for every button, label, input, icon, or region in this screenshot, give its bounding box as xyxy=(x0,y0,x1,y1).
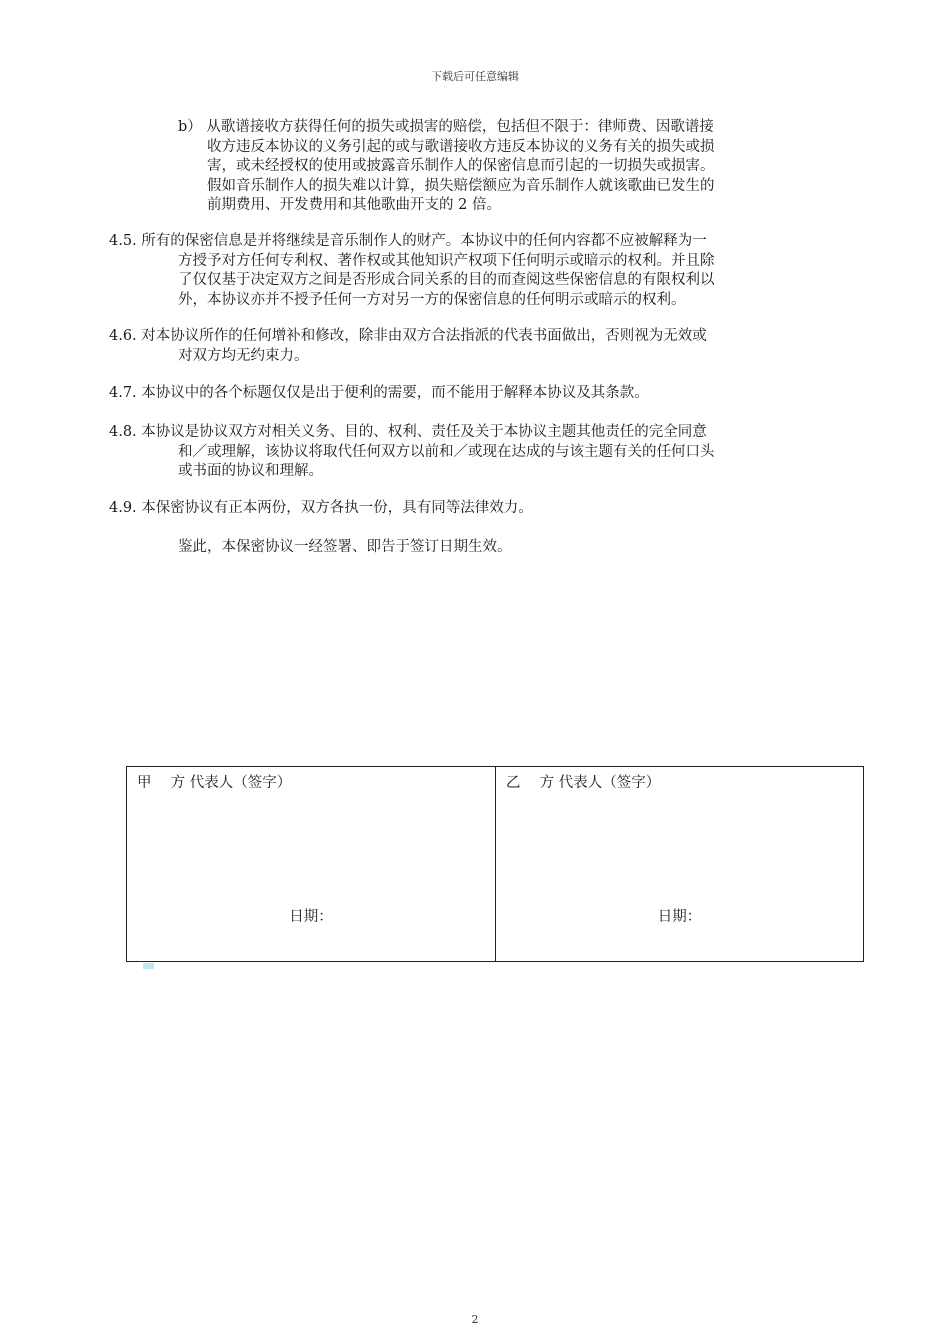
closing-statement xyxy=(178,538,512,558)
closing-line: 鉴此，本保密协议一经签署、即告于签订日期生效。 xyxy=(178,539,512,555)
clause-line: 4.9. 本保密协议有正本两份，双方各执一份，具有同等法律效力。 xyxy=(109,500,533,516)
clause-line: 4.8. 本协议是协议双方对相关义务、目的、权利、责任及关于本协议主题其他责任的完全同意 xyxy=(109,424,707,440)
clause-4-5 xyxy=(109,232,715,310)
clause-line: 收方违反本协议的义务引起的或与歌谱接收方违反本协议的义务有关的损失或损 xyxy=(207,138,715,155)
clause-line: b） 从歌谱接收方获得任何的损失或损害的赔偿，包括但不限于：律师费、因歌谱接 xyxy=(178,119,714,135)
clause-b xyxy=(178,118,715,216)
clause-4-6 xyxy=(109,327,707,366)
party-b-date-label: 日期： xyxy=(657,909,702,925)
anchor-marker xyxy=(143,963,154,969)
clause-line: 了仅仅基于决定双方之间是否形成合同关系的目的而查阅这些保密信息的有限权利以 xyxy=(178,272,715,288)
party-b-title: 乙 方 代表人（签字） xyxy=(506,775,661,791)
page-number: 2 xyxy=(471,1313,479,1326)
clause-line: 方授予对方任何专利权、著作权或其他知识产权项下任何明示或暗示的权利。并且除 xyxy=(178,252,715,269)
signature-cell-party-a xyxy=(127,767,495,961)
page-header: 下载后可任意编辑 xyxy=(431,70,519,83)
clause-4-7 xyxy=(109,384,649,404)
clause-line: 4.6. 对本协议所作的任何增补和修改，除非由双方合法指派的代表书面做出，否则视为无效或 xyxy=(109,328,707,344)
clause-4-8 xyxy=(109,423,715,482)
clause-line: 对双方均无约束力。 xyxy=(178,347,309,364)
clause-line: 前期费用、开发费用和其他歌曲开支的 2 倍。 xyxy=(207,197,501,213)
clause-line: 4.7. 本协议中的各个标题仅仅是出于便利的需要，而不能用于解释本协议及其条款。 xyxy=(109,385,649,401)
clause-line: 外，本协议亦并不授予任何一方对另一方的保密信息的任何明示或暗示的权利。 xyxy=(178,291,686,308)
clause-line: 或书面的协议和理解。 xyxy=(178,463,323,479)
clause-4-9 xyxy=(109,499,533,519)
party-a-date-label: 日期： xyxy=(289,909,333,925)
clause-line: 4.5. 所有的保密信息是并将继续是音乐制作人的财产。本协议中的任何内容都不应被解释为一 xyxy=(109,233,707,249)
clause-line: 害，或未经授权的使用或披露音乐制作人的保密信息而引起的一切损失或损害。 xyxy=(207,158,715,174)
party-a-title: 甲 方 代表人（签字） xyxy=(137,775,292,791)
clause-line: 和／或理解，该协议将取代任何双方以前和／或现在达成的与该主题有关的任何口头 xyxy=(178,443,715,460)
signature-table xyxy=(126,766,864,962)
clause-line: 假如音乐制作人的损失难以计算，损失赔偿额应为音乐制作人就该歌曲已发生的 xyxy=(207,177,715,194)
signature-cell-party-b xyxy=(495,767,863,961)
